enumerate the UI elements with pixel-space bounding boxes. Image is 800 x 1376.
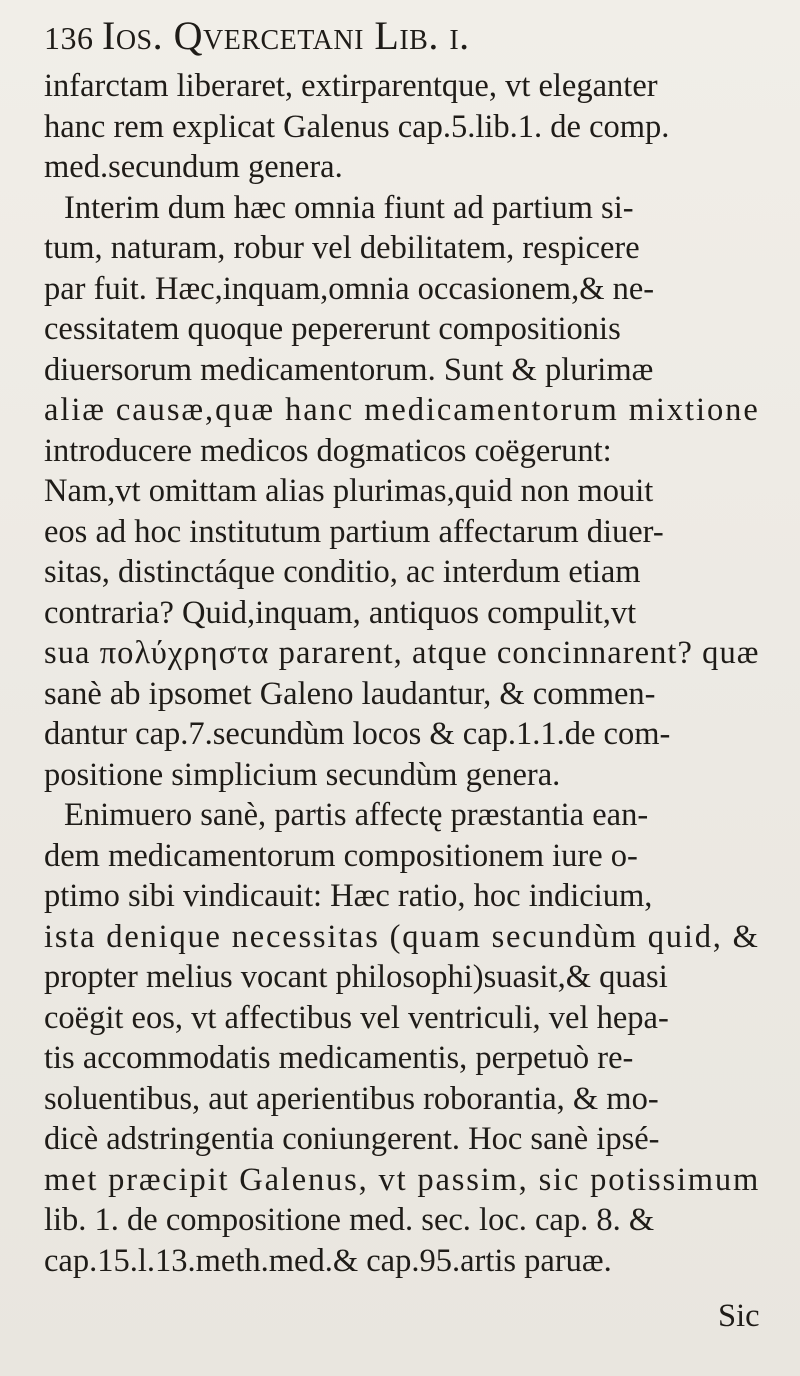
text-line: Enimuero sanè, partis affectę præstantia ean- — [64, 797, 649, 833]
text-line: tum, naturam, robur vel debilitatem, respicere — [44, 230, 640, 266]
text-line: diuersorum medicamentorum. Sunt & plurimæ — [44, 351, 654, 388]
text-line: Interim dum hæc omnia fiunt ad partium si- — [64, 189, 634, 226]
running-head — [44, 10, 764, 62]
text-line: ista denique necessitas (quam secundùm quid, & — [44, 918, 760, 955]
page-number: 136 — [44, 20, 94, 56]
text-line: coëgit eos, vt affectibus vel ventriculi, vel hepa- — [44, 999, 669, 1036]
text-line: infarctam liberaret, extirparentque, vt eleganter — [44, 68, 658, 104]
text-line: sanè ab ipsomet Galeno laudantur, & commen- — [44, 675, 656, 712]
text-line: dicè adstringentia coniungerent. Hoc sanè ipsé- — [44, 1121, 660, 1157]
text-line: lib. 1. de compositione med. sec. loc. cap. 8. & — [44, 1202, 655, 1238]
text-line: soluentibus, aut aperientibus roborantia, & mo- — [44, 1080, 659, 1117]
text-line: med.secundum genera. — [44, 149, 343, 185]
text-line: ptimo sibi vindicauit: Hæc ratio, hoc indicium, — [44, 878, 653, 914]
text-line: dantur cap.7.secundùm locos & cap.1.1.de com- — [44, 716, 671, 752]
running-title: Ios. Qvercetani Lib. i. — [102, 13, 470, 58]
text-line: sua πολύχρηστα pararent, atque concinnarent? quæ — [44, 635, 760, 671]
text-line: eos ad hoc institutum partium affectarum diuer- — [44, 513, 664, 550]
text-line: cap.15.l.13.meth.med.& cap.95.artis paruæ. — [44, 1242, 612, 1279]
text-line: hanc rem explicat Galenus cap.5.lib.1. de comp. — [44, 108, 670, 145]
text-line: met præcipit Galenus, vt passim, sic potissimum — [44, 1161, 761, 1198]
text-line: positione simplicium secundùm genera. — [44, 756, 561, 793]
text-line: par fuit. Hæc,inquam,omnia occasionem,& ne- — [44, 270, 655, 307]
text-line: aliæ causæ,quæ hanc medicamentorum mixtione — [44, 392, 760, 428]
text-line: sitas, distinctáque conditio, ac interdum etiam — [44, 554, 641, 590]
text-line: propter melius vocant philosophi)suasit,& quasi — [44, 959, 668, 995]
text-line: introducere medicos dogmaticos coëgerunt: — [44, 432, 612, 469]
text-line: tis accommodatis medicamentis, perpetuò re- — [44, 1040, 634, 1076]
text-line: dem medicamentorum compositionem iure o- — [44, 837, 638, 874]
catchword: Sic — [718, 1298, 760, 1334]
text-line: Nam,vt omittam alias plurimas,quid non mouit — [44, 473, 654, 509]
body-text — [44, 66, 760, 1281]
text-line: contraria? Quid,inquam, antiquos compulit,vt — [44, 594, 637, 631]
text-line: cessitatem quoque pepererunt compositionis — [44, 311, 621, 347]
